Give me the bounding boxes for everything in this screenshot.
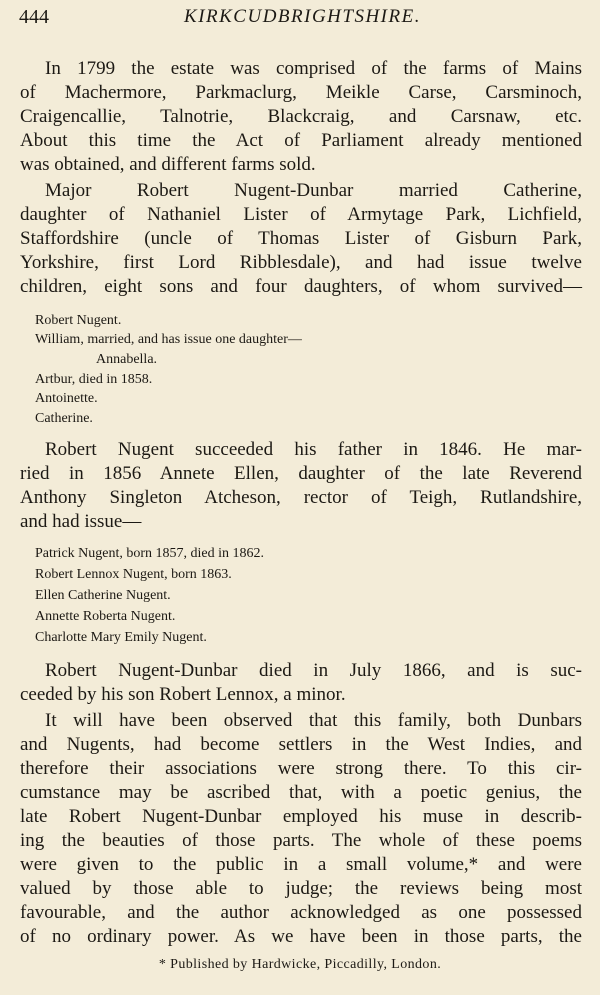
- text-line: were given to the public in a small volume,* and were: [20, 854, 582, 875]
- list-item: Catherine.: [35, 411, 93, 426]
- text-line: Robert Nugent succeeded his father in 1846. He mar-: [45, 439, 582, 460]
- text-line: therefore their associations were strong there. To this cir-: [20, 758, 582, 779]
- text-line: Yorkshire, first Lord Ribblesdale), and had issue twelve: [20, 252, 582, 273]
- list-item: William, married, and has issue one daughter—: [35, 332, 302, 347]
- list-item: Charlotte Mary Emily Nugent.: [35, 630, 207, 645]
- list-item: Antoinette.: [35, 391, 98, 406]
- text-line: ing the beauties of those parts. The whole of these poems: [20, 830, 582, 851]
- list-item: Annabella.: [96, 352, 158, 367]
- page-header: [19, 4, 586, 30]
- running-title: KIRKCUDBRIGHTSHIRE.: [184, 6, 421, 27]
- text-line: daughter of Nathaniel Lister of Armytage Park, Lichfield,: [20, 204, 582, 225]
- list-item: Ellen Catherine Nugent.: [35, 588, 171, 603]
- text-line: favourable, and the author acknowledged as one possessed: [20, 902, 582, 923]
- text-line: Major Robert Nugent-Dunbar married Catherine,: [45, 180, 582, 201]
- text-line: Anthony Singleton Atcheson, rector of Teigh, Rutlandshire,: [20, 487, 582, 508]
- text-line: Robert Nugent-Dunbar died in July 1866, and is suc-: [45, 660, 582, 681]
- list-item: Robert Lennox Nugent, born 1863.: [35, 567, 232, 582]
- list-item: Patrick Nugent, born 1857, died in 1862.: [35, 546, 265, 561]
- text-line: Craigencallie, Talnotrie, Blackcraig, and Carsnaw, etc.: [20, 106, 582, 127]
- text-line: was obtained, and different farms sold.: [20, 154, 316, 175]
- list-item: Annette Roberta Nugent.: [35, 609, 176, 624]
- text-line: children, eight sons and four daughters, of whom survived—: [20, 276, 582, 297]
- text-line: It will have been observed that this family, both Dunbars: [45, 710, 582, 731]
- text-line: and Nugents, had become settlers in the West Indies, and: [20, 734, 582, 755]
- text-line: valued by those able to judge; the reviews being most: [20, 878, 582, 899]
- list-item: Artbur, died in 1858.: [35, 372, 153, 387]
- text-line: late Robert Nugent-Dunbar employed his muse in describ-: [20, 806, 582, 827]
- text-line: Staffordshire (uncle of Thomas Lister of Gisburn Park,: [20, 228, 582, 249]
- list-item: Robert Nugent.: [35, 313, 122, 328]
- text-line: ried in 1856 Annete Ellen, daughter of the late Reverend: [20, 463, 582, 484]
- text-line: ceeded by his son Robert Lennox, a minor.: [20, 684, 346, 705]
- text-line: and had issue—: [20, 511, 142, 532]
- text-line: In 1799 the estate was comprised of the farms of Mains: [45, 58, 582, 79]
- footnote: * Published by Hardwicke, Piccadilly, London.: [158, 957, 442, 972]
- text-line: About this time the Act of Parliament already mentioned: [20, 130, 582, 151]
- text-line: of no ordinary power. As we have been in those parts, the: [20, 926, 582, 947]
- text-line: of Machermore, Parkmaclurg, Meikle Carse, Carsminoch,: [20, 82, 582, 103]
- text-line: cumstance may be ascribed that, with a poetic genius, the: [20, 782, 582, 803]
- page-number: 444: [19, 6, 49, 28]
